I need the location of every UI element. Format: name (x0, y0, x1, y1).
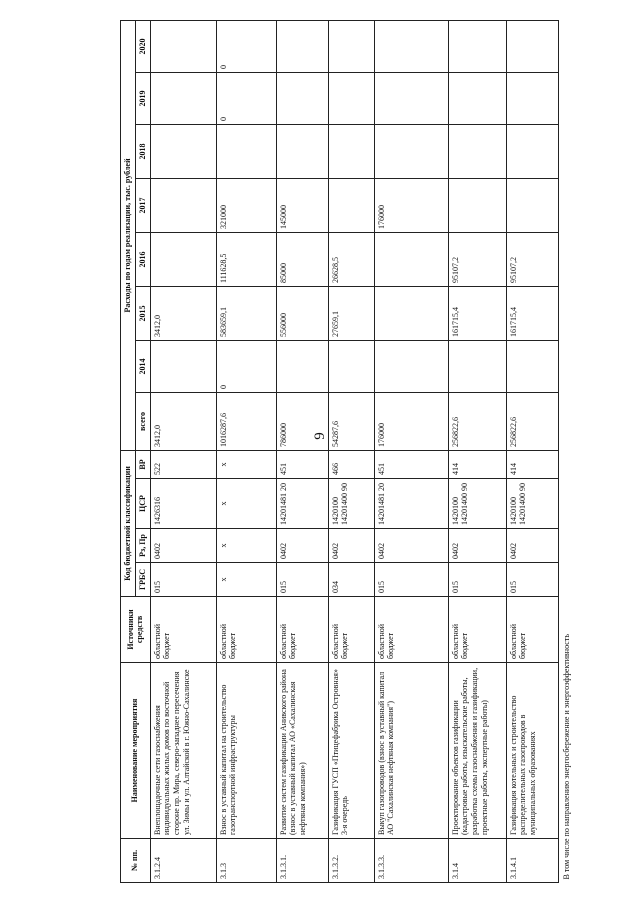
row-2018 (506, 124, 558, 178)
row-2016 (150, 232, 216, 286)
row-2015: 583659,1 (216, 286, 276, 340)
row-grbs: 015 (374, 563, 448, 597)
row-vr: 451 (276, 450, 328, 478)
row-source: областной бюджет (374, 597, 448, 663)
header-2020: 2020 (135, 20, 150, 72)
header-row-top (121, 20, 136, 882)
row-2020 (448, 20, 506, 72)
row-2014 (150, 340, 216, 392)
row-vr: 451 (374, 450, 448, 478)
row-2014 (506, 340, 558, 392)
row-2016: 111628,5 (216, 232, 276, 286)
row-2016: 95107,2 (506, 232, 558, 286)
row-rzpr: 0402 (150, 529, 216, 563)
row-csr: х (216, 479, 276, 529)
row-name: Взнос в уставный капитал на строительство газотранспортной инфраструктуры (216, 663, 276, 839)
header-total: всего (135, 392, 150, 450)
header-2015: 2015 (135, 286, 150, 340)
row-2020 (328, 20, 374, 72)
row-total: 256822,6 (506, 392, 558, 450)
row-2017: 176000 (374, 178, 448, 232)
row-2015: 161715,4 (506, 286, 558, 340)
row-2017 (150, 178, 216, 232)
row-csr: 14201481 20 (276, 479, 328, 529)
table-row (216, 20, 276, 882)
row-total: 176000 (374, 392, 448, 450)
row-source: областной бюджет (448, 597, 506, 663)
row-name: Проектирование объектов газификации (кадастровые работы, изыскательские работы, разработка схемы газоснабжения и газификации, проектные работы, экспертные работы) (448, 663, 506, 839)
header-vr: ВР (135, 450, 150, 478)
row-source: областной бюджет (216, 597, 276, 663)
row-grbs: 015 (506, 563, 558, 597)
row-grbs: 015 (276, 563, 328, 597)
row-grbs: х (216, 563, 276, 597)
row-2019 (150, 72, 216, 124)
row-2014 (328, 340, 374, 392)
header-2019: 2019 (135, 72, 150, 124)
row-2015: 161715,4 (448, 286, 506, 340)
row-name: Газификация котельных и строительство распределительных газопроводов в муниципальных образованиях (506, 663, 558, 839)
row-num: 3.1.4 (448, 839, 506, 883)
row-2017 (328, 178, 374, 232)
row-2016: 95107,2 (448, 232, 506, 286)
row-total: 54287,6 (328, 392, 374, 450)
header-source: Источники средств (121, 597, 151, 663)
table-row (328, 20, 374, 882)
row-num: 3.1.3 (216, 839, 276, 883)
row-vr: 522 (150, 450, 216, 478)
row-name: Развитие систем газификации Анивского района (взнос в уставный капитал АО «Сахалинская нефтяная компания») (276, 663, 328, 839)
row-2019 (276, 72, 328, 124)
header-num: № пп. (121, 839, 151, 883)
row-source: областной бюджет (150, 597, 216, 663)
row-2018 (276, 124, 328, 178)
row-2017 (448, 178, 506, 232)
header-grbs: ГРБС (135, 563, 150, 597)
page-number: 9 (312, 432, 328, 440)
footnote-text: В том числе по направлению энергосбережение и энергоэффективность (561, 634, 571, 880)
row-2018 (448, 124, 506, 178)
header-csr: ЦСР (135, 479, 150, 529)
row-grbs: 015 (150, 563, 216, 597)
row-2015 (374, 286, 448, 340)
row-source: областной бюджет (328, 597, 374, 663)
table-row (276, 20, 328, 882)
row-2015: 556000 (276, 286, 328, 340)
header-name: Наименование мероприятия (121, 663, 151, 839)
row-2018 (328, 124, 374, 178)
row-total: 3412,0 (150, 392, 216, 450)
expense-table (120, 20, 610, 883)
row-2014 (276, 340, 328, 392)
row-2018 (374, 124, 448, 178)
row-2016: 85000 (276, 232, 328, 286)
row-csr: 14201481 20 (374, 479, 448, 529)
row-rzpr: 0402 (448, 529, 506, 563)
row-2020 (276, 20, 328, 72)
header-code-group: Код бюджетной классификации (121, 450, 136, 596)
row-num: 3.1.3.3. (374, 839, 448, 883)
row-2020 (374, 20, 448, 72)
row-2020 (506, 20, 558, 72)
row-2019 (374, 72, 448, 124)
row-2020 (150, 20, 216, 72)
row-2019 (506, 72, 558, 124)
row-rzpr: 0402 (276, 529, 328, 563)
row-2016 (374, 232, 448, 286)
header-2018: 2018 (135, 124, 150, 178)
table-row (448, 20, 506, 882)
row-rzpr: 0402 (374, 529, 448, 563)
row-rzpr: 0402 (328, 529, 374, 563)
table-row (506, 20, 558, 882)
row-csr: 1420100 14201400 90 (448, 479, 506, 529)
table-row (150, 20, 216, 882)
row-total: 256822,6 (448, 392, 506, 450)
row-2014: 0 (216, 340, 276, 392)
header-2014: 2014 (135, 340, 150, 392)
row-2017: 145000 (276, 178, 328, 232)
row-rzpr: х (216, 529, 276, 563)
row-num: 3.1.3.1. (276, 839, 328, 883)
row-2014 (448, 340, 506, 392)
row-total: 786000 (276, 392, 328, 450)
header-years-group: Расходы по годам реализации, тыс. рублей (121, 20, 136, 450)
row-2018 (216, 124, 276, 178)
row-csr: 1426316 (150, 479, 216, 529)
row-vr: 414 (448, 450, 506, 478)
row-2019 (328, 72, 374, 124)
row-source: областной бюджет (276, 597, 328, 663)
row-2016: 26628,5 (328, 232, 374, 286)
row-2015: 27659,1 (328, 286, 374, 340)
row-2017 (506, 178, 558, 232)
row-name: Выкуп газопроводов (взнос в уставный капитал АО "Сахалинская нефтяная компания") (374, 663, 448, 839)
row-total: 1016287,6 (216, 392, 276, 450)
row-2019 (448, 72, 506, 124)
footnote-row (558, 20, 610, 882)
row-2019: 0 (216, 72, 276, 124)
row-name: Газификация ГУСП «Птицефабрика Островная» 3-я очередь (328, 663, 374, 839)
row-rzpr: 0402 (506, 529, 558, 563)
header-2016: 2016 (135, 232, 150, 286)
row-2017: 321000 (216, 178, 276, 232)
header-rzpr: Рз, Пр (135, 529, 150, 563)
row-num: 3.1.2.4 (150, 839, 216, 883)
row-grbs: 015 (448, 563, 506, 597)
row-2018 (150, 124, 216, 178)
row-vr: 466 (328, 450, 374, 478)
row-name: Внеплощадочные сети газоснабжения индивидуальных жилых домов по восточной стороне пр. Мира, северо-западнее пересечения ул. Зимы и ул. Алтайской в г. Южно-Сахалинске (150, 663, 216, 839)
header-2017: 2017 (135, 178, 150, 232)
row-2015: 3412,0 (150, 286, 216, 340)
row-vr: 414 (506, 450, 558, 478)
row-source: областной бюджет (506, 597, 558, 663)
row-csr: 1420100 14201400 90 (506, 479, 558, 529)
table-row (374, 20, 448, 882)
row-2020: 0 (216, 20, 276, 72)
row-csr: 1420100 14201400 90 (328, 479, 374, 529)
row-num: 3.1.4.1 (506, 839, 558, 883)
row-grbs: 034 (328, 563, 374, 597)
row-vr: х (216, 450, 276, 478)
row-num: 3.1.3.2. (328, 839, 374, 883)
row-2014 (374, 340, 448, 392)
